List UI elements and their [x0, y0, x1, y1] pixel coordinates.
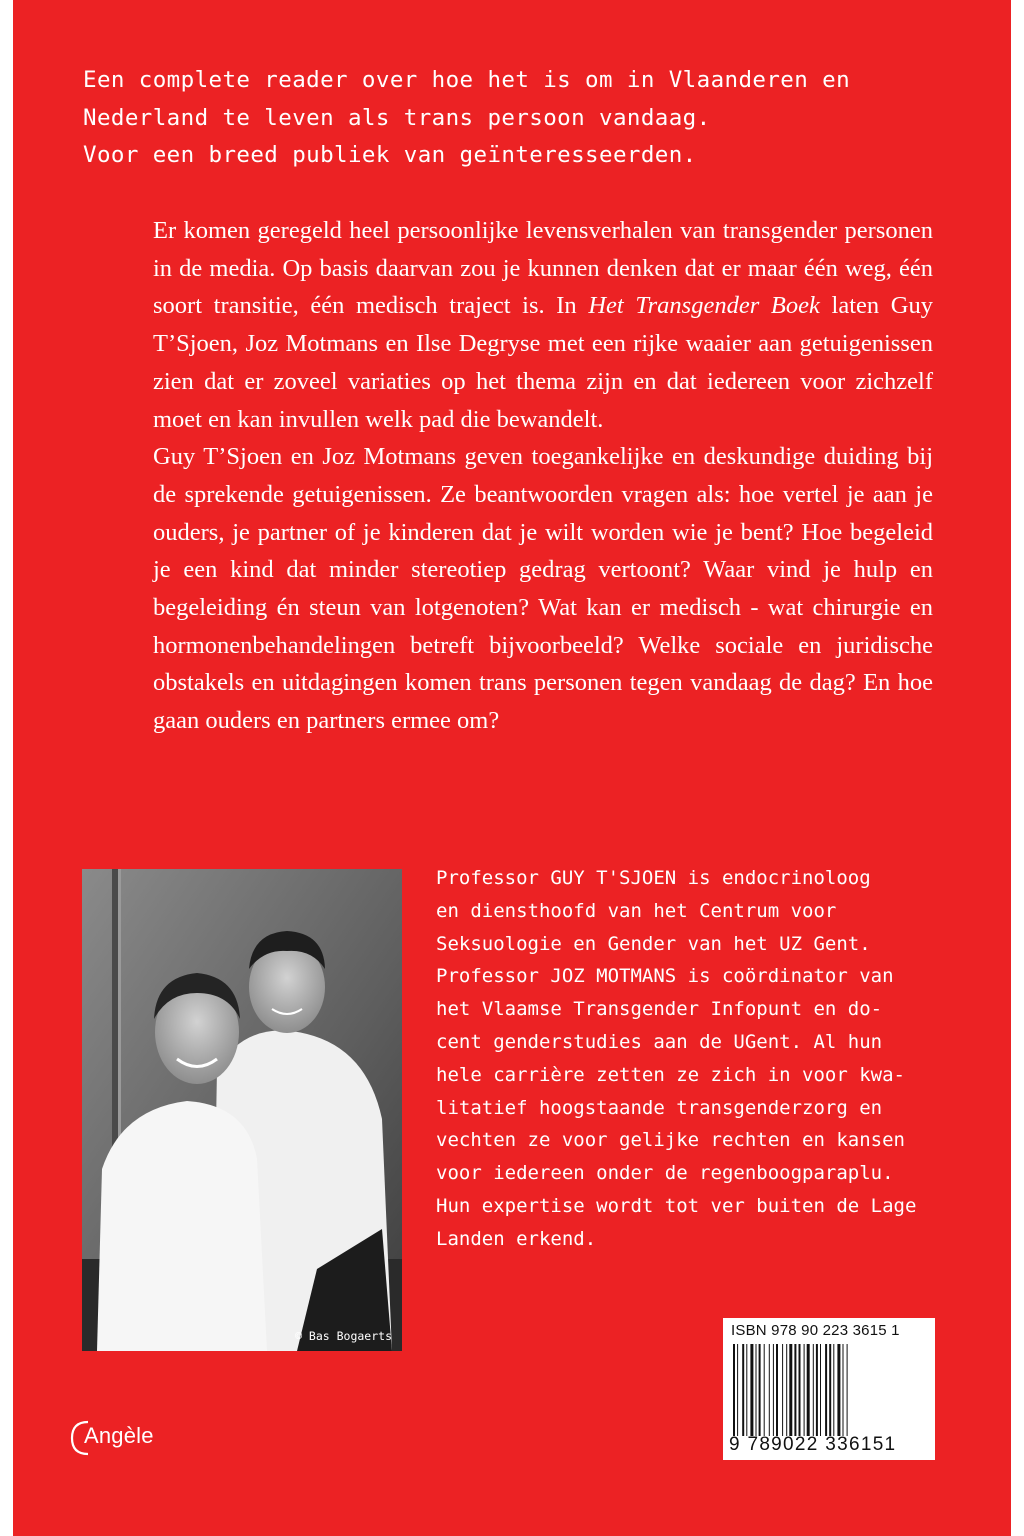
- bio-line: Professor GUY T'SJOEN is endocrinoloog: [436, 867, 871, 889]
- tagline-line-1: Een complete reader over hoe het is om in Vlaanderen en: [83, 67, 851, 93]
- bio-line: Hun expertise wordt tot ver buiten de Lage: [436, 1194, 917, 1217]
- ean-digits: 9 789022 336151: [729, 1434, 897, 1455]
- publisher-name: Angèle: [84, 1423, 154, 1448]
- bio-line: het Vlaamse Transgender Infopunt en do-: [436, 998, 883, 1021]
- bio-line: litatief hoogstaande transgenderzorg en: [436, 1096, 883, 1119]
- blurb-p1-after: laten Guy T’Sjoen, Joz Motmans en Ilse Degryse met een rijke waaier aan getuigenissen zien dat er zoveel variaties op het thema zijn en dat iedereen voor zichzelf moet en kan invullen welk pad die bewandelt.: [153, 292, 933, 433]
- author-photo: [82, 869, 402, 1351]
- tagline: [83, 62, 963, 175]
- bio-line: Professor JOZ MOTMANS is coördinator van: [436, 965, 894, 988]
- bio-line: cent genderstudies aan de UGent. Al hun: [436, 1030, 883, 1053]
- tagline-line-2: Nederland te leven als trans persoon vandaag.: [83, 104, 711, 131]
- isbn-label: ISBN 978 90 223 3615 1: [731, 1322, 900, 1339]
- isbn-barcode: [723, 1318, 935, 1460]
- tagline-line-3: Voor een breed publiek van geïnteresseerden.: [83, 142, 697, 168]
- bio-line: en diensthoofd van het Centrum voor: [436, 899, 837, 922]
- book-blurb: [153, 212, 933, 740]
- author-photo-image: [82, 869, 402, 1351]
- bio-line: voor iedereen onder de regenboogparaplu.: [436, 1162, 894, 1185]
- blurb-p1-before: Er komen geregeld heel persoonlijke levensverhalen van transgender personen in de media. Op basis daarvan zou je kunnen denken dat er maar één weg, één soort transitie, één medisch traject is. In: [153, 217, 933, 320]
- bio-line: hele carrière zetten ze zich in voor kwa-: [436, 1063, 905, 1086]
- bio-line: Landen erkend.: [436, 1227, 597, 1250]
- book-title: Het Transgender Boek: [588, 292, 820, 320]
- bio-line: vechten ze voor gelijke rechten en kansen: [436, 1129, 905, 1152]
- publisher-logo: [68, 1418, 178, 1458]
- photo-credit: © Bas Bogaerts: [295, 1329, 392, 1343]
- barcode-icon: [733, 1344, 925, 1436]
- book-back-cover: [13, 0, 1011, 1536]
- blurb-paragraph-2: Guy T’Sjoen en Joz Motmans geven toegankelijke en deskundige duiding bij de sprekende getuigenissen. Ze beantwoorden vragen als: hoe vertel je aan je ouders, je partner of je kinderen dat je wilt worden wie je bent? Hoe begeleid je een kind dat minder stereotiep gedrag vertoont? Waar vind je hulp en begeleiding én steun van lotgenoten? Wat kan er medisch - wat chirurgie en hormonenbehandelingen betreft bijvoorbeeld? Welke sociale en juridische obstakels en uitdagingen komen trans personen tegen vandaag de dag? En hoe gaan ouders en partners ermee om?: [153, 443, 933, 735]
- blurb-paragraph-1: [153, 212, 933, 438]
- author-bio: [436, 862, 933, 1256]
- bio-line: Seksuologie en Gender van het UZ Gent.: [436, 932, 871, 955]
